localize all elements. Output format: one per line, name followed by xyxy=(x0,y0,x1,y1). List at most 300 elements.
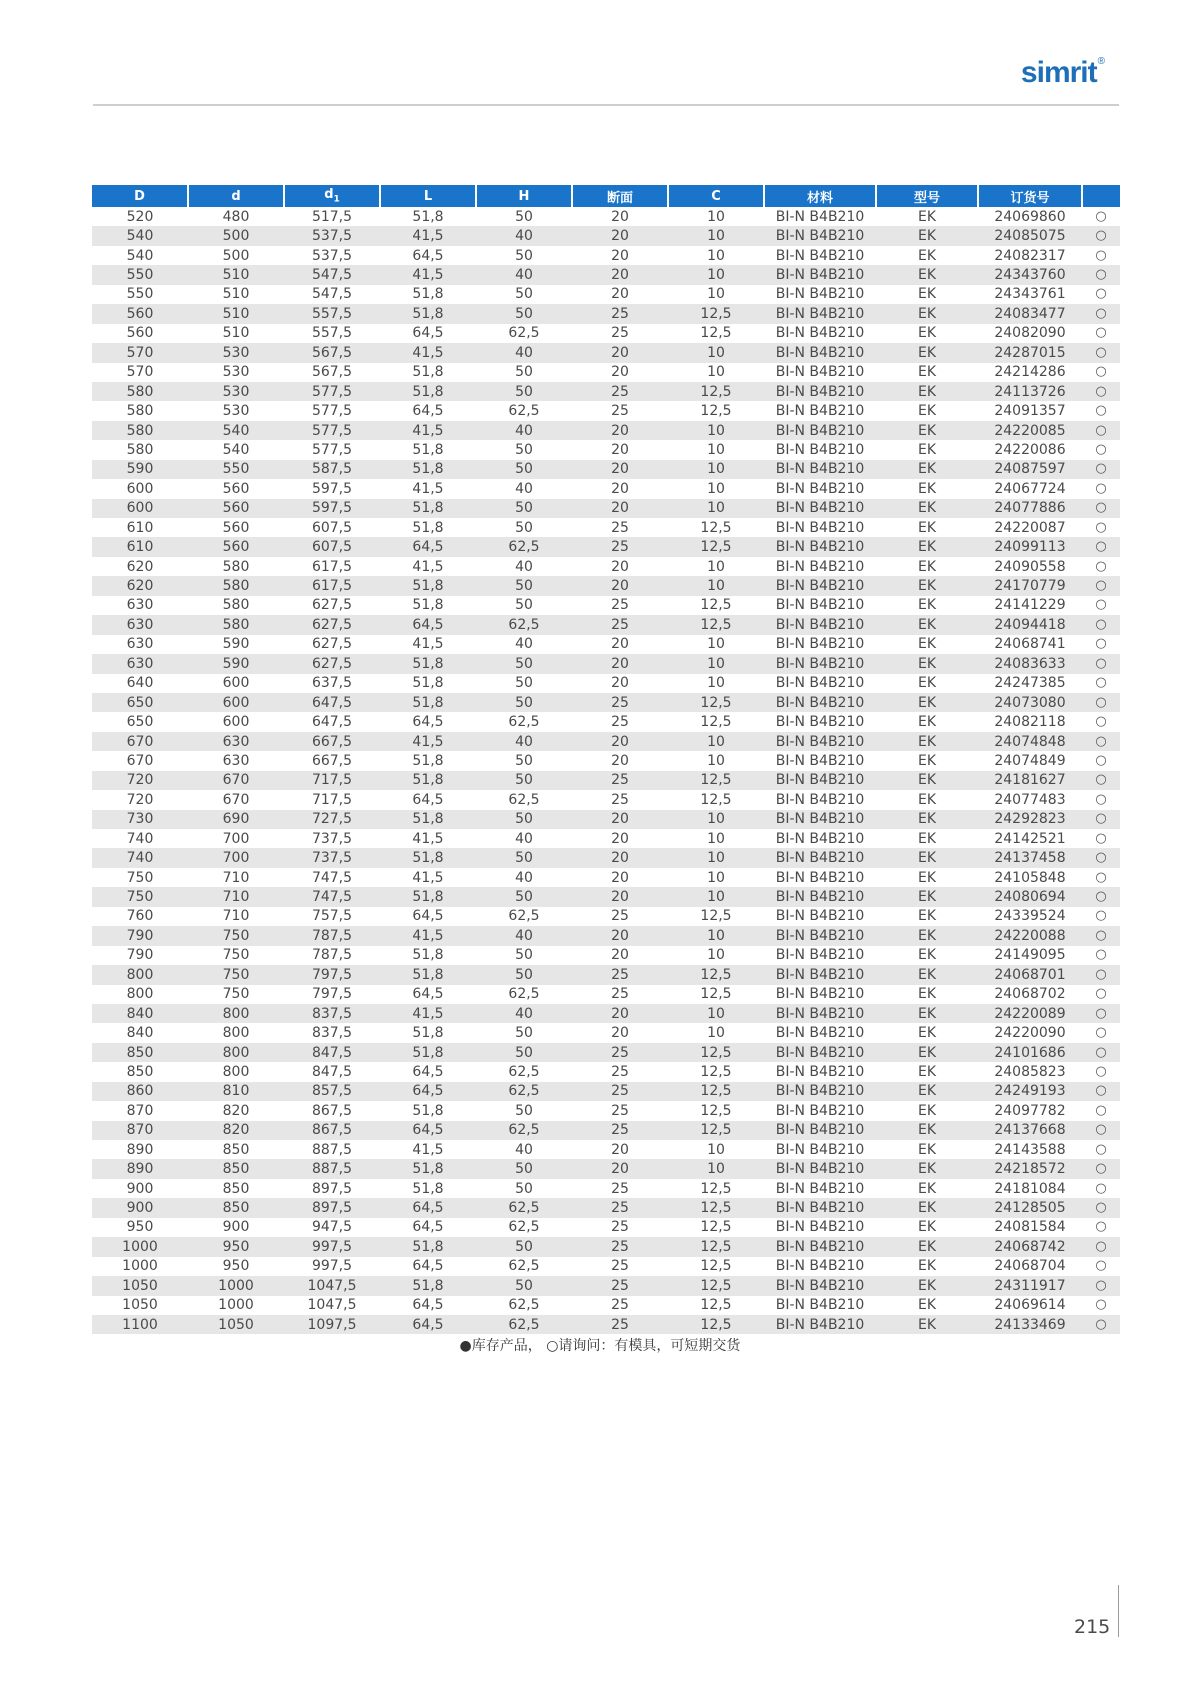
cell-material: BI-N B4B210 xyxy=(764,1121,876,1140)
cell-L: 64,5 xyxy=(412,325,444,342)
cell-H: 50 xyxy=(515,519,533,536)
cell-C: 10 xyxy=(668,460,764,479)
table-row xyxy=(92,596,1120,615)
cell-material: BI-N B4B210 xyxy=(764,693,876,712)
cell-section: 25 xyxy=(611,1297,629,1314)
table-row xyxy=(92,848,1120,867)
cell-L: 51,8 xyxy=(380,304,476,323)
cell-C: 10 xyxy=(707,480,725,497)
cell-d: 1050 xyxy=(188,1315,284,1334)
cell-section: 20 xyxy=(611,947,629,964)
cell-d: 1000 xyxy=(218,1297,254,1314)
cell-order-number: 24082118 xyxy=(994,714,1066,731)
cell-material: BI-N B4B210 xyxy=(775,441,865,458)
cell-section: 25 xyxy=(572,965,668,984)
cell-L: 64,5 xyxy=(412,1258,444,1275)
cell-section: 25 xyxy=(611,1102,629,1119)
cell-availability: ○ xyxy=(1082,576,1120,595)
table-row xyxy=(92,829,1120,848)
cell-availability: ○ xyxy=(1095,869,1107,885)
cell-section: 20 xyxy=(572,926,668,945)
cell-C: 12,5 xyxy=(700,908,732,925)
cell-D: 670 xyxy=(92,732,188,751)
cell-type: EK xyxy=(917,1025,937,1042)
cell-C: 10 xyxy=(707,830,725,847)
cell-availability: ○ xyxy=(1082,499,1120,518)
cell-order-number: 24068741 xyxy=(994,636,1066,653)
cell-section: 20 xyxy=(611,286,629,303)
cell-D: 580 xyxy=(126,403,154,420)
cell-L: 51,8 xyxy=(380,576,476,595)
cell-C: 10 xyxy=(707,947,725,964)
cell-L: 51,8 xyxy=(412,519,444,536)
cell-availability: ○ xyxy=(1082,1121,1120,1140)
cell-L: 41,5 xyxy=(412,830,444,847)
cell-material: BI-N B4B210 xyxy=(775,597,865,614)
table-row xyxy=(92,868,1120,887)
cell-H: 50 xyxy=(476,304,572,323)
cell-d: 510 xyxy=(222,325,250,342)
cell-C: 10 xyxy=(668,732,764,751)
cell-section: 20 xyxy=(572,499,668,518)
cell-d1: 557,5 xyxy=(284,304,380,323)
cell-availability: ○ xyxy=(1095,1025,1107,1041)
table-row xyxy=(92,460,1120,479)
cell-availability: ○ xyxy=(1095,830,1107,846)
cell-d1: 787,5 xyxy=(284,926,380,945)
cell-C: 12,5 xyxy=(668,1198,764,1217)
cell-D: 750 xyxy=(92,887,188,906)
cell-D: 650 xyxy=(92,693,188,712)
cell-availability: ○ xyxy=(1082,615,1120,634)
cell-section: 25 xyxy=(611,791,629,808)
cell-order-number: 24101686 xyxy=(978,1043,1082,1062)
cell-d: 600 xyxy=(188,693,284,712)
cell-section: 25 xyxy=(572,304,668,323)
cell-availability: ○ xyxy=(1082,1159,1120,1178)
cell-d: 850 xyxy=(222,1180,250,1197)
cell-d1: 667,5 xyxy=(311,752,353,769)
cell-H: 50 xyxy=(476,693,572,712)
table-row xyxy=(92,1043,1120,1062)
cell-L: 41,5 xyxy=(412,636,444,653)
cell-d: 820 xyxy=(222,1102,250,1119)
cell-d1: 797,5 xyxy=(311,986,353,1003)
cell-d1: 737,5 xyxy=(311,830,353,847)
cell-C: 10 xyxy=(707,1025,725,1042)
cell-type: EK xyxy=(876,615,978,634)
cell-type: EK xyxy=(876,887,978,906)
cell-availability: ○ xyxy=(1095,519,1107,535)
cell-L: 51,8 xyxy=(412,675,444,692)
cell-C: 12,5 xyxy=(700,1180,732,1197)
cell-d1: 887,5 xyxy=(311,1141,353,1158)
table-row xyxy=(92,1198,1120,1217)
cell-d: 560 xyxy=(188,537,284,556)
cell-d: 560 xyxy=(222,480,250,497)
cell-C: 10 xyxy=(668,421,764,440)
cell-H: 50 xyxy=(476,848,572,867)
cell-order-number: 24085075 xyxy=(978,226,1082,245)
cell-availability: ○ xyxy=(1095,1297,1107,1313)
table-row xyxy=(92,1082,1120,1101)
cell-C: 10 xyxy=(668,1159,764,1178)
cell-order-number: 24137458 xyxy=(978,848,1082,867)
cell-d: 590 xyxy=(188,654,284,673)
cell-H: 62,5 xyxy=(508,1063,540,1080)
table-row xyxy=(92,810,1120,829)
cell-L: 41,5 xyxy=(380,732,476,751)
cell-L: 51,8 xyxy=(412,1180,444,1197)
cell-section: 25 xyxy=(611,986,629,1003)
cell-C: 12,5 xyxy=(668,771,764,790)
cell-D: 570 xyxy=(92,343,188,362)
cell-H: 50 xyxy=(515,1102,533,1119)
cell-D: 600 xyxy=(92,499,188,518)
cell-type: EK xyxy=(876,304,978,323)
cell-L: 64,5 xyxy=(412,1063,444,1080)
cell-order-number: 24220088 xyxy=(978,926,1082,945)
table-row xyxy=(92,1159,1120,1178)
cell-material: BI-N B4B210 xyxy=(775,869,865,886)
cell-section: 20 xyxy=(572,654,668,673)
cell-d1: 897,5 xyxy=(311,1180,353,1197)
cell-C: 12,5 xyxy=(700,403,732,420)
cell-material: BI-N B4B210 xyxy=(775,1180,865,1197)
cell-L: 41,5 xyxy=(380,1004,476,1023)
cell-type: EK xyxy=(876,265,978,284)
cell-d: 800 xyxy=(188,1043,284,1062)
cell-section: 25 xyxy=(611,714,629,731)
cell-d: 580 xyxy=(222,597,250,614)
cell-D: 860 xyxy=(92,1082,188,1101)
page-number: 215 xyxy=(1074,1616,1111,1638)
cell-type: EK xyxy=(917,247,937,264)
cell-d: 560 xyxy=(188,499,284,518)
table-row xyxy=(92,1257,1120,1276)
cell-order-number: 24339524 xyxy=(994,908,1066,925)
cell-material: BI-N B4B210 xyxy=(764,1043,876,1062)
cell-C: 12,5 xyxy=(668,1121,764,1140)
table-row xyxy=(92,1062,1120,1081)
table-row xyxy=(92,1004,1120,1023)
cell-H: 62,5 xyxy=(476,1082,572,1101)
cell-order-number: 24247385 xyxy=(994,675,1066,692)
cell-material: BI-N B4B210 xyxy=(775,208,865,225)
cell-material: BI-N B4B210 xyxy=(775,286,865,303)
cell-H: 50 xyxy=(515,1180,533,1197)
cell-material: BI-N B4B210 xyxy=(764,732,876,751)
cell-d: 630 xyxy=(188,732,284,751)
cell-availability: ○ xyxy=(1095,947,1107,963)
cell-L: 51,8 xyxy=(412,364,444,381)
cell-D: 630 xyxy=(92,615,188,634)
cell-L: 51,8 xyxy=(412,947,444,964)
cell-availability: ○ xyxy=(1082,460,1120,479)
cell-D: 650 xyxy=(126,714,154,731)
cell-order-number: 24068704 xyxy=(994,1258,1066,1275)
cell-type: EK xyxy=(917,403,937,420)
cell-H: 50 xyxy=(515,247,533,264)
cell-H: 40 xyxy=(476,265,572,284)
cell-order-number: 24181084 xyxy=(994,1180,1066,1197)
cell-order-number: 24091357 xyxy=(994,403,1066,420)
cell-L: 51,8 xyxy=(380,382,476,401)
table-row xyxy=(92,790,1120,809)
cell-L: 64,5 xyxy=(380,1315,476,1334)
cell-section: 25 xyxy=(611,1180,629,1197)
cell-C: 12,5 xyxy=(700,1219,732,1236)
cell-C: 10 xyxy=(668,848,764,867)
cell-C: 10 xyxy=(668,926,764,945)
cell-section: 20 xyxy=(572,732,668,751)
cell-d: 480 xyxy=(222,208,250,225)
column-header-section: 断面 xyxy=(572,185,668,207)
cell-material: BI-N B4B210 xyxy=(764,1198,876,1217)
cell-order-number: 24220087 xyxy=(994,519,1066,536)
cell-order-number: 24105848 xyxy=(994,869,1066,886)
cell-order-number: 24141229 xyxy=(994,597,1066,614)
cell-type: EK xyxy=(876,1237,978,1256)
cell-C: 12,5 xyxy=(700,325,732,342)
cell-material: BI-N B4B210 xyxy=(764,576,876,595)
cell-D: 950 xyxy=(126,1219,154,1236)
cell-L: 51,8 xyxy=(380,1237,476,1256)
cell-C: 12,5 xyxy=(668,382,764,401)
cell-type: EK xyxy=(917,364,937,381)
column-header-L: L xyxy=(380,185,476,207)
cell-L: 64,5 xyxy=(380,1082,476,1101)
cell-order-number: 24074849 xyxy=(994,752,1066,769)
cell-material: BI-N B4B210 xyxy=(775,1025,865,1042)
cell-D: 630 xyxy=(92,654,188,673)
cell-H: 40 xyxy=(515,480,533,497)
cell-section: 20 xyxy=(572,576,668,595)
cell-L: 64,5 xyxy=(412,403,444,420)
cell-material: BI-N B4B210 xyxy=(775,480,865,497)
cell-d: 750 xyxy=(188,926,284,945)
cell-d: 710 xyxy=(222,869,250,886)
cell-L: 41,5 xyxy=(380,926,476,945)
product-table xyxy=(92,185,1120,1334)
cell-availability: ○ xyxy=(1082,382,1120,401)
cell-availability: ○ xyxy=(1095,752,1107,768)
cell-type: EK xyxy=(917,675,937,692)
cell-d1: 997,5 xyxy=(311,1258,353,1275)
cell-C: 10 xyxy=(707,286,725,303)
table-row xyxy=(92,887,1120,906)
cell-D: 550 xyxy=(92,265,188,284)
cell-H: 50 xyxy=(515,286,533,303)
cell-d1: 717,5 xyxy=(311,791,353,808)
cell-H: 62,5 xyxy=(508,1297,540,1314)
cell-d1: 647,5 xyxy=(311,714,353,731)
cell-H: 50 xyxy=(476,1159,572,1178)
cell-L: 51,8 xyxy=(412,286,444,303)
cell-order-number: 24099113 xyxy=(978,537,1082,556)
cell-type: EK xyxy=(917,519,937,536)
cell-type: EK xyxy=(876,537,978,556)
cell-C: 12,5 xyxy=(668,615,764,634)
cell-order-number: 24220090 xyxy=(994,1025,1066,1042)
cell-C: 10 xyxy=(707,247,725,264)
cell-C: 12,5 xyxy=(668,304,764,323)
cell-d: 500 xyxy=(222,247,250,264)
cell-d1: 1097,5 xyxy=(284,1315,380,1334)
cell-L: 64,5 xyxy=(412,247,444,264)
cell-d: 950 xyxy=(222,1258,250,1275)
cell-H: 50 xyxy=(476,382,572,401)
cell-material: BI-N B4B210 xyxy=(775,247,865,264)
cell-order-number: 24220085 xyxy=(978,421,1082,440)
cell-L: 64,5 xyxy=(412,908,444,925)
cell-section: 20 xyxy=(572,887,668,906)
cell-availability: ○ xyxy=(1095,986,1107,1002)
table-row xyxy=(92,226,1120,245)
cell-type: EK xyxy=(917,597,937,614)
column-header-D: D xyxy=(92,185,188,207)
cell-d: 560 xyxy=(222,519,250,536)
cell-C: 10 xyxy=(668,343,764,362)
cell-d: 670 xyxy=(188,771,284,790)
cell-d: 540 xyxy=(222,441,250,458)
header-divider xyxy=(93,104,1119,106)
cell-H: 62,5 xyxy=(508,1258,540,1275)
cell-material: BI-N B4B210 xyxy=(764,226,876,245)
cell-section: 25 xyxy=(611,325,629,342)
cell-L: 64,5 xyxy=(412,714,444,731)
cell-D: 900 xyxy=(92,1198,188,1217)
cell-availability: ○ xyxy=(1095,1063,1107,1079)
cell-L: 41,5 xyxy=(380,343,476,362)
column-header-d1: $d_1$ xyxy=(284,185,380,207)
cell-L: 51,8 xyxy=(412,208,444,225)
cell-H: 50 xyxy=(476,576,572,595)
cell-availability: ○ xyxy=(1095,208,1107,224)
cell-D: 760 xyxy=(126,908,154,925)
cell-d: 850 xyxy=(188,1198,284,1217)
cell-L: 64,5 xyxy=(380,1121,476,1140)
cell-material: BI-N B4B210 xyxy=(764,654,876,673)
cell-section: 20 xyxy=(611,558,629,575)
cell-C: 10 xyxy=(707,441,725,458)
cell-C: 12,5 xyxy=(668,965,764,984)
cell-C: 10 xyxy=(668,576,764,595)
cell-d1: 517,5 xyxy=(311,208,353,225)
cell-H: 50 xyxy=(476,460,572,479)
cell-section: 20 xyxy=(611,441,629,458)
cell-type: EK xyxy=(917,441,937,458)
cell-H: 40 xyxy=(515,830,533,847)
cell-material: BI-N B4B210 xyxy=(764,615,876,634)
cell-d: 510 xyxy=(222,286,250,303)
cell-material: BI-N B4B210 xyxy=(775,1102,865,1119)
cell-section: 20 xyxy=(611,208,629,225)
cell-C: 12,5 xyxy=(668,693,764,712)
cell-C: 12,5 xyxy=(700,597,732,614)
cell-D: 890 xyxy=(126,1141,154,1158)
cell-d1: 847,5 xyxy=(284,1043,380,1062)
cell-material: BI-N B4B210 xyxy=(775,403,865,420)
cell-section: 20 xyxy=(611,675,629,692)
cell-type: EK xyxy=(917,208,937,225)
table-row xyxy=(92,207,1120,226)
table-row xyxy=(92,285,1120,304)
cell-section: 20 xyxy=(572,421,668,440)
cell-d1: 627,5 xyxy=(311,597,353,614)
cell-d1: 757,5 xyxy=(311,908,353,925)
cell-C: 10 xyxy=(707,869,725,886)
cell-material: BI-N B4B210 xyxy=(775,364,865,381)
cell-availability: ○ xyxy=(1082,693,1120,712)
cell-d1: 537,5 xyxy=(284,226,380,245)
cell-d1: 577,5 xyxy=(284,421,380,440)
cell-type: EK xyxy=(876,499,978,518)
cell-C: 10 xyxy=(707,636,725,653)
cell-section: 20 xyxy=(572,810,668,829)
cell-d: 710 xyxy=(222,908,250,925)
cell-order-number: 24077483 xyxy=(994,791,1066,808)
cell-d1: 637,5 xyxy=(311,675,353,692)
cell-C: 10 xyxy=(668,265,764,284)
cell-order-number: 24073080 xyxy=(978,693,1082,712)
cell-D: 540 xyxy=(126,247,154,264)
cell-material: BI-N B4B210 xyxy=(775,1258,865,1275)
cell-material: BI-N B4B210 xyxy=(775,675,865,692)
cell-D: 570 xyxy=(126,364,154,381)
cell-availability: ○ xyxy=(1082,771,1120,790)
cell-d: 820 xyxy=(188,1121,284,1140)
table-row xyxy=(92,304,1120,323)
cell-type: EK xyxy=(917,714,937,731)
table-row xyxy=(92,401,1120,420)
cell-d: 530 xyxy=(188,343,284,362)
cell-section: 25 xyxy=(572,693,668,712)
cell-H: 50 xyxy=(476,1276,572,1295)
cell-section: 25 xyxy=(611,1063,629,1080)
cell-d: 750 xyxy=(188,965,284,984)
cell-type: EK xyxy=(876,460,978,479)
cell-d: 850 xyxy=(222,1141,250,1158)
cell-H: 50 xyxy=(476,771,572,790)
cell-d1: 717,5 xyxy=(284,771,380,790)
cell-d1: 787,5 xyxy=(311,947,353,964)
cell-L: 51,8 xyxy=(380,1159,476,1178)
cell-material: BI-N B4B210 xyxy=(775,325,865,342)
cell-H: 50 xyxy=(476,887,572,906)
cell-type: EK xyxy=(917,636,937,653)
table-row xyxy=(92,343,1120,362)
cell-type: EK xyxy=(917,752,937,769)
table-row xyxy=(92,1121,1120,1140)
cell-H: 62,5 xyxy=(508,1219,540,1236)
table-header-row xyxy=(92,185,1120,207)
cell-H: 40 xyxy=(515,636,533,653)
cell-type: EK xyxy=(917,1219,937,1236)
cell-availability: ○ xyxy=(1095,908,1107,924)
cell-material: BI-N B4B210 xyxy=(775,1219,865,1236)
cell-type: EK xyxy=(917,286,937,303)
cell-d1: 577,5 xyxy=(311,403,353,420)
cell-availability: ○ xyxy=(1095,791,1107,807)
cell-d1: 837,5 xyxy=(284,1004,380,1023)
cell-L: 64,5 xyxy=(380,1198,476,1217)
cell-section: 25 xyxy=(611,1219,629,1236)
cell-order-number: 24068701 xyxy=(978,965,1082,984)
cell-order-number: 24081584 xyxy=(994,1219,1066,1236)
cell-order-number: 24220086 xyxy=(994,441,1066,458)
table-row xyxy=(92,1315,1120,1334)
